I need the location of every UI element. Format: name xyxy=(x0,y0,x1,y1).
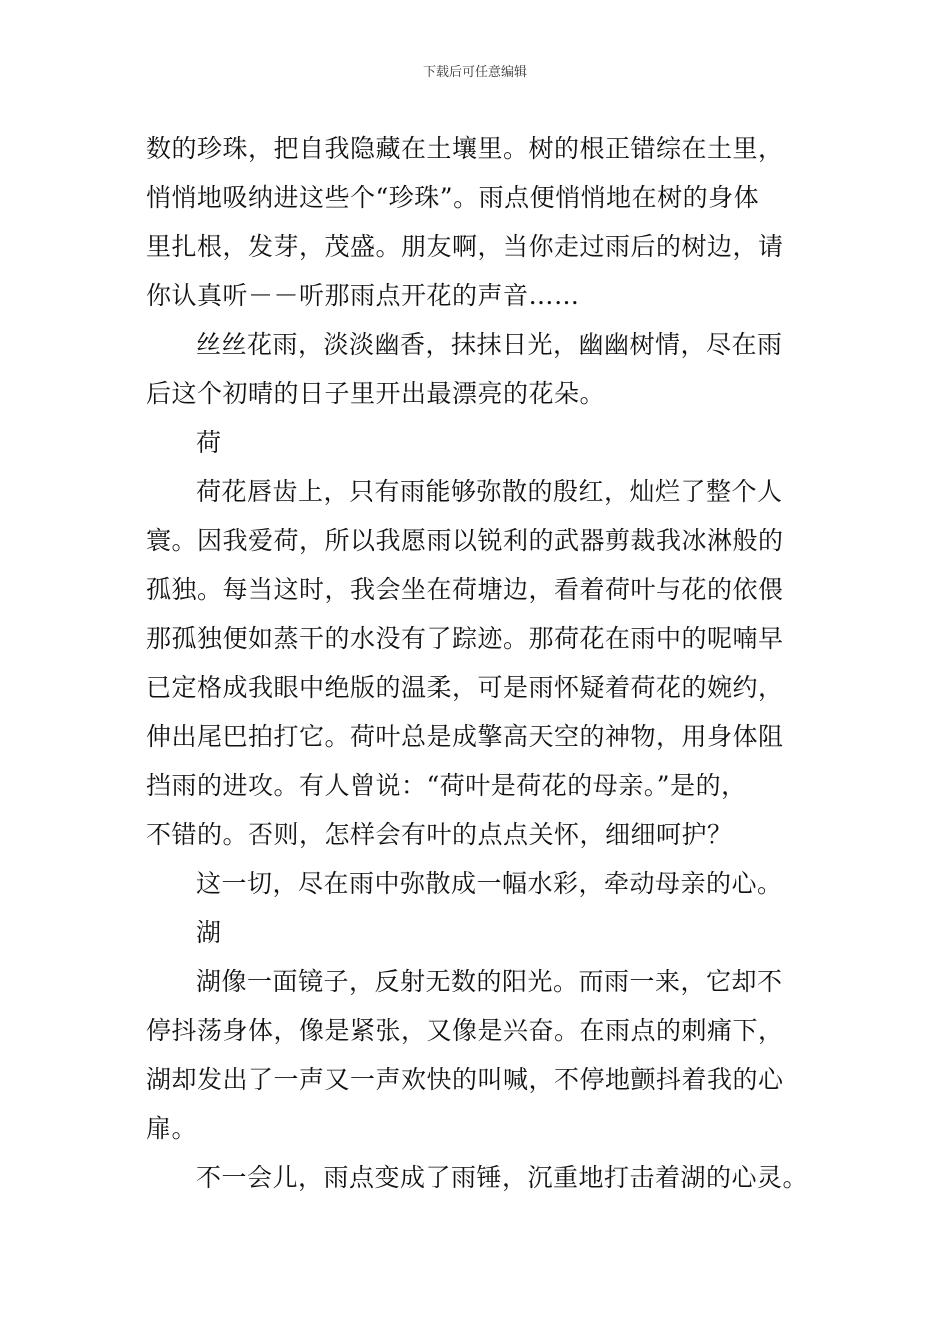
paragraph-watercolor xyxy=(146,859,826,908)
text-line: 伸出尾巴拍打它。荷叶总是成擎高天空的神物，用身体阻 xyxy=(146,722,784,751)
paragraph-tree-rain xyxy=(146,124,826,320)
paragraph-lake xyxy=(146,957,826,1153)
text-line: 扉。 xyxy=(146,1114,198,1143)
text-line: 你认真听－－听那雨点开花的声音…… xyxy=(146,281,580,310)
paragraph-rain-hammer xyxy=(146,1153,826,1202)
text-line: 这一切，尽在雨中弥散成一幅水彩，牵动母亲的心。 xyxy=(196,869,783,898)
section-heading-lotus xyxy=(146,418,826,467)
text-line: 数的珍珠，把自我隐藏在土壤里。树的根正错综在土里， xyxy=(146,134,784,163)
text-line: 荷花唇齿上，只有雨能够弥散的殷红，灿烂了整个人 xyxy=(196,477,783,506)
text-line: 不一会儿，雨点变成了雨锤，沉重地打击着湖的心灵。 xyxy=(196,1163,809,1192)
paragraph-lotus xyxy=(146,467,826,859)
paragraph-silk-rain xyxy=(146,320,826,418)
text-line: 丝丝花雨，淡淡幽香，抹抹日光，幽幽树情，尽在雨 xyxy=(196,330,783,359)
text-line: 里扎根，发芽，茂盛。朋友啊，当你走过雨后的树边，请 xyxy=(146,232,784,261)
text-line: 后这个初晴的日子里开出最漂亮的花朵。 xyxy=(146,379,606,408)
text-line: 挡雨的进攻。有人曾说：“荷叶是荷花的母亲。”是的， xyxy=(146,771,747,800)
text-line: 孤独。每当这时，我会坐在荷塘边，看着荷叶与花的依偎 xyxy=(146,575,784,604)
section-heading: 荷 xyxy=(196,428,222,457)
text-line: 湖却发出了一声又一声欢快的叫喊，不停地颤抖着我的心 xyxy=(146,1065,784,1094)
section-heading: 湖 xyxy=(196,918,222,947)
text-line: 湖像一面镜子，反射无数的阳光。而雨一来，它却不 xyxy=(196,967,783,996)
text-line: 悄悄地吸纳进这些个“珍珠”。雨点便悄悄地在树的身体 xyxy=(146,183,760,212)
text-line: 那孤独便如蒸干的水没有了踪迹。那荷花在雨中的呢喃早 xyxy=(146,624,784,653)
text-line: 不错的。否则，怎样会有叶的点点关怀，细细呵护？ xyxy=(146,820,733,849)
document-body xyxy=(146,124,826,1202)
text-line: 停抖荡身体，像是紧张，又像是兴奋。在雨点的刺痛下， xyxy=(146,1016,784,1045)
page-header: 下载后可任意编辑 xyxy=(422,65,527,80)
text-line: 寰。因我爱荷，所以我愿雨以锐利的武器剪裁我冰淋般的 xyxy=(146,526,784,555)
section-heading-lake xyxy=(146,908,826,957)
text-line: 已定格成我眼中绝版的温柔，可是雨怀疑着荷花的婉约， xyxy=(146,673,784,702)
